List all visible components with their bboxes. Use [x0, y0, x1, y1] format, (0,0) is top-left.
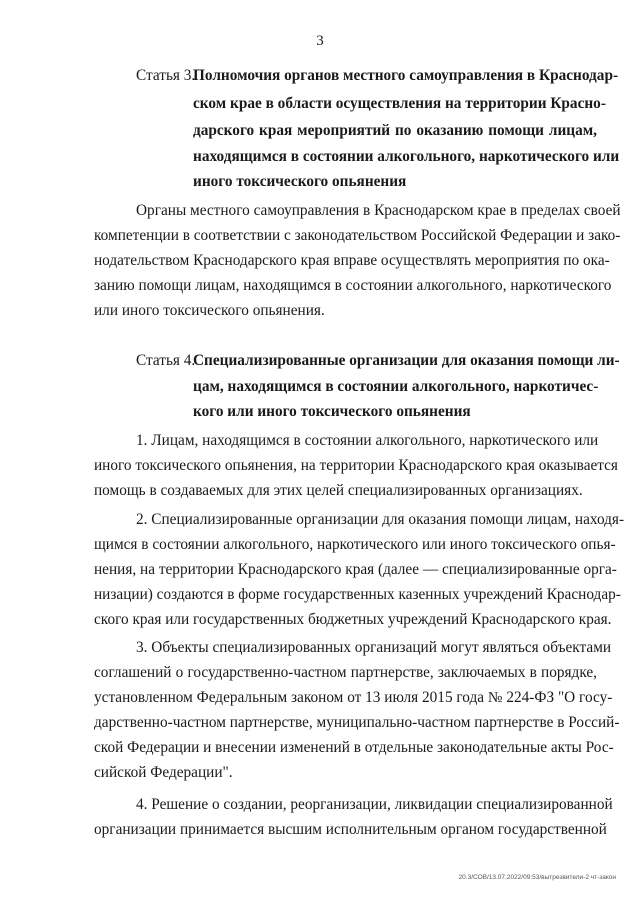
article-3-heading-line: иного токсического опьянения — [193, 173, 407, 190]
article-4-heading-line: Специализированные организации для оказания помощи ли- — [193, 352, 620, 369]
paragraph-line: установленном Федеральным законом от 13 июля 2015 года № 224-ФЗ "О госу- — [94, 689, 613, 706]
article-4-heading-line: кого или иного токсического опьянения — [193, 403, 471, 420]
article-3-heading-line: ском крае в области осуществления на территории Красно- — [193, 95, 606, 112]
paragraph-line: ского края или государственных бюджетных учреждений Краснодарского края. — [94, 611, 612, 628]
paragraph-line: 3. Объекты специализированных организаций могут являться объектами — [136, 639, 612, 656]
article-4-prefix: Статья 4. — [136, 352, 196, 369]
paragraph-line: помощь в создаваемых для этих целей специализированных организациях. — [94, 482, 583, 499]
article-3-prefix: Статья 3. — [136, 67, 196, 84]
article-4-heading-line: цам, находящимся в состоянии алкогольного, наркотичес- — [193, 378, 599, 395]
paragraph-line: иного токсического опьянения, на территории Краснодарского края оказывается — [94, 457, 618, 474]
paragraph-line: дарственно-частном партнерстве, муниципально-частном партнерстве в Россий- — [94, 714, 620, 731]
paragraph-line: нения, на территории Краснодарского края (далее — специализированные орга- — [94, 561, 617, 578]
paragraph-line: 1. Лицам, находящимся в состоянии алкогольного, наркотического или — [136, 432, 599, 449]
paragraph-line: сийской Федерации". — [94, 764, 233, 781]
article-3-heading-line: Полномочия органов местного самоуправления в Краснодар- — [193, 67, 619, 84]
paragraph-line: 2. Специализированные организации для оказания помощи лицам, находя- — [136, 511, 625, 528]
paragraph-line: организации принимается высшим исполнительным органом государственной — [94, 821, 607, 838]
paragraph-line: нодательством Краснодарского края вправе осуществлять мероприятия по ока- — [94, 252, 610, 269]
paragraph-line: или иного токсического опьянения. — [94, 302, 325, 319]
page-number: 3 — [316, 33, 324, 49]
article-3-heading-line: дарского края мероприятий по оказанию помощи лицам, — [193, 122, 597, 139]
paragraph-line: соглашений о государственно-частном партнерстве, заключаемых в порядке, — [94, 664, 597, 681]
paragraph-line: щимся в состоянии алкогольного, наркотического или иного токсического опья- — [94, 536, 616, 553]
paragraph-line: компетенции в соответствии с законодательством Российской Федерации и зако- — [94, 227, 621, 244]
paragraph-line: 4. Решение о создании, реорганизации, ликвидации специализированной — [136, 796, 613, 813]
paragraph-line: занию помощи лицам, находящимся в состоянии алкогольного, наркотического — [94, 277, 612, 294]
article-3-heading-line: находящимся в состоянии алкогольного, наркотического или — [193, 148, 620, 165]
document-footer-code: 20.3/СОВ/13.07.2022/09:53/вытрезвители-2 чт-закон — [458, 874, 616, 881]
paragraph-line: низации) создаются в форме государственных казенных учреждений Краснодар- — [94, 586, 621, 603]
paragraph-line: Органы местного самоуправления в Краснодарском крае в пределах своей — [136, 202, 621, 219]
paragraph-line: ской Федерации и внесении изменений в отдельные законодательные акты Рос- — [94, 739, 614, 756]
